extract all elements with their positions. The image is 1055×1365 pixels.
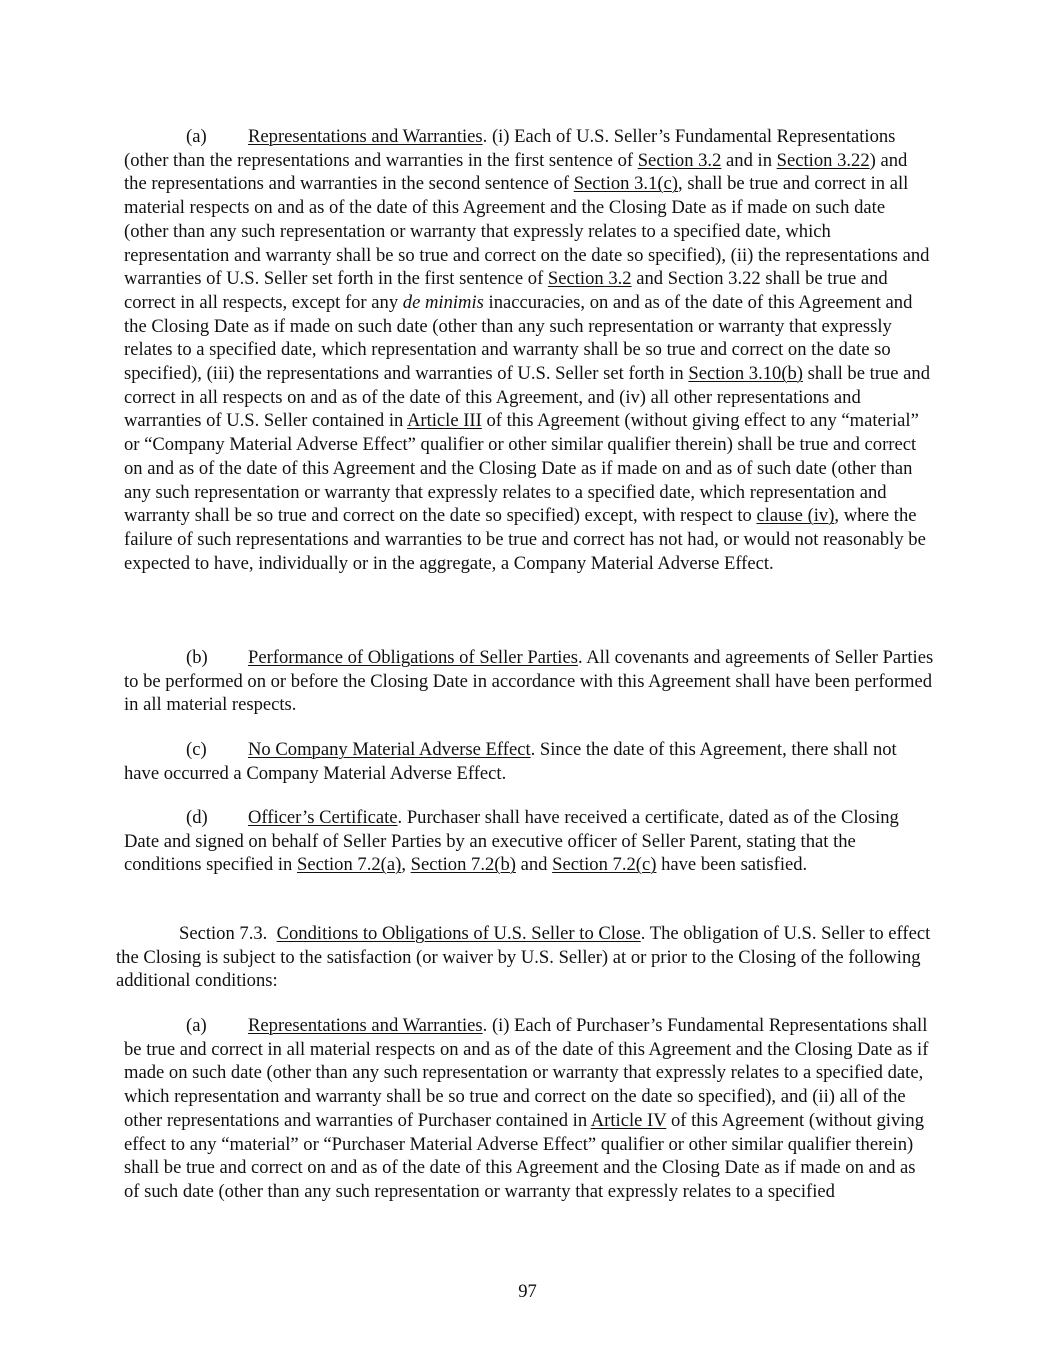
section-reference: Section 7.2(a) [297,854,402,876]
section-reference: Section 3.10(b) [688,363,803,385]
section-reference: Section 7.2(b) [410,854,516,876]
section-reference: Section 3.22 [776,149,870,171]
paragraph-7-2-b: (b) Performance of Obligations of Seller Parties. All covenants and agreements of Seller Parties to be performed on or before the Closing Date in accordance with this Agreement shall have been performed in all material respects. [124,647,934,716]
paragraph-7-2-a: (a) Representations and Warranties. (i) Each of U.S. Seller’s Fundamental Representations (other than the representations and warranties in the first sentence of Section 3.2 and in Section 3.22) and the representations and warranties in the second sentence of Section 3.1(c), shall be true and correct in all material respects on and as of the date of this Agreement and the Closing Date as if made on such date (other than any such representation or warranty that expressly relates to a specified date, which representation and warranty shall be so true and correct on the date so specified), (ii) the representations and warranties of U.S. Seller set forth in the first sentence of Section 3.2 and Section 3.22 shall be true and correct in all respects, except for any de minimis inaccuracies, on and as of the date of this Agreement and the Closing Date as if made on such date (other than any such representation or warranty that expressly relates to a specified date, which representation and warranty shall be so true and correct on the date so specified), (iii) the representations and warranties of U.S. Seller set forth in Section 3.10(b) shall be true and correct in all respects on and as of the date of this Agreement, and (iv) all other representations and warranties of U.S. Seller contained in Article III of this Agreement (without giving effect to any “material” or “Company Material Adverse Effect” qualifier or other similar qualifier therein) shall be true and correct on and as of the date of this Agreement and the Closing Date as if made on and as of such date (other than any such representation or warranty that expressly relates to a specified date, which representation and warranty shall be so true and correct on the date so specified) except, with respect to clause (iv), where the failure of such representations and warranties to be true and correct has not had, or would not reasonably be expected to have, individually or in the aggregate, a Company Material Adverse Effect. [124,126,931,574]
clause-heading: No Company Material Adverse Effect [248,739,531,760]
paragraph-7-3-a: (a) Representations and Warranties. (i) Each of Purchaser’s Fundamental Representations shall be true and correct in all material respects on and as of the date of this Agreement and the Closing Date as if made on such date (other than any such representation or warranty that expressly relates to a specified date, which representation and warranty shall be so true and correct on the date so specified), and (ii) all of the other representations and warranties of Purchaser contained in Article IV of this Agreement (without giving effect to any “material” or “Purchaser Material Adverse Effect” qualifier or other similar qualifier therein) shall be true and correct on and as of the date of this Agreement and the Closing Date as if made on and as of such date (other than any such representation or warranty that expressly relates to a specified [124,1015,929,1202]
clause-reference: clause (iv) [756,505,835,527]
clause-heading: Representations and Warranties [248,1015,483,1036]
clause-heading: Representations and Warranties [248,126,483,147]
clause-label: (a) [186,126,207,147]
italic-term: de minimis [402,291,484,313]
article-reference: Article IV [590,1109,667,1131]
clause-label: (b) [186,647,208,668]
clause-label: (c) [186,739,207,760]
section-7-3: Section 7.3. Conditions to Obligations of U.S. Seller to Close. The obligation of U.S. Seller to effect the Closing is subject to the satisfaction (or waiver by U.S. Seller) at or prior to the Closing of the following additional conditions: [116,923,931,992]
section-reference: Section 7.2(c) [552,854,657,876]
clause-label: (d) [186,807,208,828]
clause-heading: Performance of Obligations of Seller Parties [248,647,578,668]
paragraph-7-2-c: (c) No Company Material Adverse Effect. Since the date of this Agreement, there shall not have occurred a Company Material Adverse Effect. [124,739,897,784]
clause-label: (a) [186,1015,207,1036]
section-reference: Section 3.1(c) [573,173,679,195]
section-label: Section 7.3. [179,923,268,944]
clause-heading: Officer’s Certificate [248,807,398,828]
section-heading: Conditions to Obligations of U.S. Seller to Close [276,923,641,944]
section-reference: Section 3.2 [637,149,722,171]
article-reference: Article III [406,410,482,432]
section-reference: Section 3.2 [547,268,632,290]
paragraph-7-2-d: (d) Officer’s Certificate. Purchaser shall have received a certificate, dated as of the Closing Date and signed on behalf of Seller Parties by an executive officer of Seller Parent, stating that the conditions specified in Section 7.2(a), Section 7.2(b) and Section 7.2(c) have been satisfied. [124,807,899,876]
page-number: 97 [518,1281,537,1302]
